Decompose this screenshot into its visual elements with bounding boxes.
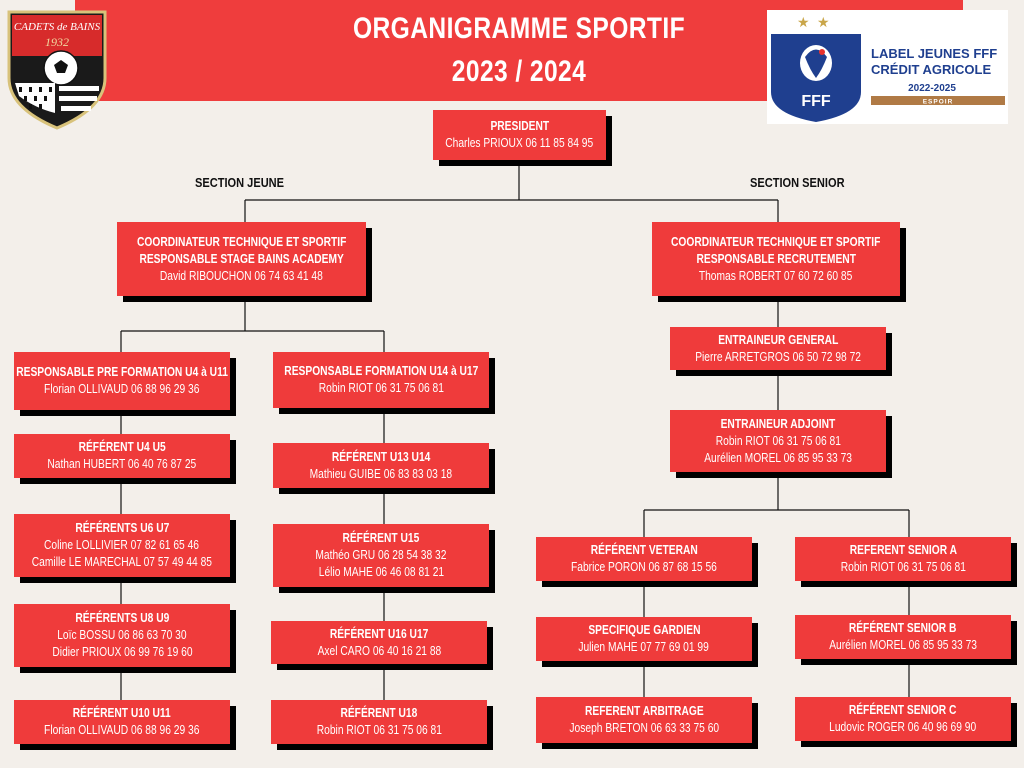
node-person: Fabrice PORON 06 87 68 15 56 (571, 560, 717, 574)
node-goalkeeper (536, 617, 752, 661)
svg-text:CRÉDIT AGRICOLE: CRÉDIT AGRICOLE (871, 62, 992, 77)
node-ref-u8-u9 (14, 604, 230, 667)
node-role: ENTRAINEUR ADJOINT (720, 416, 836, 431)
section-label-senior: SECTION SENIOR (750, 175, 845, 190)
node-role: RÉFÉRENT U13 U14 (331, 449, 431, 464)
node-ref-u15 (273, 524, 489, 587)
node-formation (273, 352, 489, 408)
node-role: COORDINATEUR TECHNIQUE ET SPORTIF (136, 234, 347, 249)
svg-text:CADETS de BAINS: CADETS de BAINS (13, 21, 101, 33)
node-person: David RIBOUCHON 06 74 63 41 48 (160, 268, 323, 283)
node-head-coach (670, 327, 886, 370)
node-role: RÉFÉRENT VETERAN (590, 543, 698, 557)
node-senior-coordinator (652, 222, 900, 296)
page-title: ORGANIGRAMME SPORTIF (352, 12, 686, 45)
node-role-2: RESPONSABLE STAGE BAINS ACADEMY (139, 251, 344, 266)
node-ref-u16-u17 (271, 621, 487, 664)
node-ref-u10-u11 (14, 700, 230, 744)
node-person: Robin RIOT 06 31 75 06 81 (840, 560, 966, 574)
node-role: REFERENT ARBITRAGE (584, 704, 704, 718)
node-ref-u18 (271, 700, 487, 744)
node-role: COORDINATEUR TECHNIQUE ET SPORTIF (671, 234, 881, 249)
node-person: Aurélien MOREL 06 85 95 33 73 (829, 638, 977, 652)
node-role: PRESIDENT (490, 119, 549, 133)
node-ref-u13-u14 (273, 443, 489, 488)
svg-text:2022-2025: 2022-2025 (908, 83, 956, 94)
section-label-youth: SECTION JEUNE (195, 175, 285, 190)
node-role: RÉFÉRENT SENIOR C (849, 703, 957, 717)
node-youth-coordinator (117, 222, 366, 296)
node-role: RÉFÉRENTS U8 U9 (75, 611, 169, 625)
node-role-2: RESPONSABLE RECRUTEMENT (696, 251, 856, 266)
node-person: Nathan HUBERT 06 40 76 87 25 (47, 457, 197, 471)
svg-text:★: ★ (817, 14, 830, 30)
node-person: Coline LOLLIVIER 07 82 61 65 46 (44, 538, 200, 552)
node-refereeing (536, 697, 752, 743)
svg-text:LABEL JEUNES FFF: LABEL JEUNES FFF (871, 46, 998, 61)
node-role: RÉFÉRENTS U6 U7 (75, 521, 169, 535)
node-person: Aurélien MOREL 06 85 95 33 73 (704, 450, 852, 465)
node-role: RÉFÉRENT U18 (340, 706, 418, 720)
node-person: Loïc BOSSU 06 86 63 70 30 (57, 628, 187, 642)
svg-text:FFF: FFF (801, 93, 831, 110)
node-person: Lélio MAHE 06 46 08 81 21 (318, 565, 444, 579)
node-person: Robin RIOT 06 31 75 06 81 (715, 433, 841, 448)
node-person: Axel CARO 06 40 16 21 88 (317, 643, 441, 658)
node-role: RESPONSABLE FORMATION U14 à U17 (283, 364, 479, 378)
node-person: Charles PRIOUX 06 11 85 84 95 (445, 136, 594, 150)
node-ref-veteran (536, 537, 752, 581)
node-ref-u4-u5 (14, 434, 230, 478)
node-person: Julien MAHE 07 77 69 01 99 (578, 640, 710, 654)
node-person: Robin RIOT 06 31 75 06 81 (316, 723, 442, 737)
node-person: Florian OLLIVAUD 06 88 96 29 36 (44, 382, 200, 396)
node-person: Camille LE MARECHAL 07 57 49 44 85 (31, 555, 213, 569)
node-person: Didier PRIOUX 06 99 76 19 60 (51, 645, 193, 659)
node-person: Florian OLLIVAUD 06 88 96 29 36 (44, 723, 200, 737)
svg-text:1932: 1932 (45, 35, 69, 49)
node-role: RÉFÉRENT U15 (342, 531, 420, 545)
node-role: RÉFÉRENT SENIOR B (849, 621, 957, 635)
node-role: RESPONSABLE PRE FORMATION U4 à U11 (16, 365, 228, 379)
fff-label-panel (767, 10, 1008, 124)
node-senior-b (795, 615, 1011, 659)
node-person: Mathéo GRU 06 28 54 38 32 (315, 548, 447, 562)
node-person: Joseph BRETON 06 63 33 75 60 (569, 721, 719, 735)
node-person: Mathieu GUIBE 06 83 83 03 18 (309, 466, 453, 481)
node-president (433, 110, 606, 160)
node-senior-a (795, 537, 1011, 581)
node-role: RÉFÉRENT U4 U5 (78, 440, 166, 454)
node-role: REFERENT SENIOR A (849, 543, 957, 557)
node-pre-formation (14, 352, 230, 410)
node-senior-c (795, 697, 1011, 741)
svg-text:★: ★ (797, 14, 810, 30)
node-role: RÉFÉRENT U16 U17 (329, 626, 429, 641)
node-role: SPECIFIQUE GARDIEN (587, 623, 701, 637)
node-person: Pierre ARRETGROS 06 50 72 98 72 (695, 349, 861, 364)
fff-logo-icon (767, 10, 1008, 124)
svg-text:ESPOIR: ESPOIR (922, 98, 954, 106)
node-person: Ludovic ROGER 06 40 96 69 90 (829, 720, 977, 734)
season-subtitle: 2023 / 2024 (451, 55, 587, 88)
node-person: Robin RIOT 06 31 75 06 81 (318, 381, 444, 395)
node-person: Thomas ROBERT 07 60 72 60 85 (699, 268, 853, 283)
node-ref-u6-u7 (14, 514, 230, 577)
node-role: ENTRAINEUR GENERAL (717, 332, 839, 347)
node-role: RÉFÉRENT U10 U11 (73, 706, 171, 720)
node-assistant-coach (670, 410, 886, 472)
club-logo-icon (5, 8, 109, 132)
